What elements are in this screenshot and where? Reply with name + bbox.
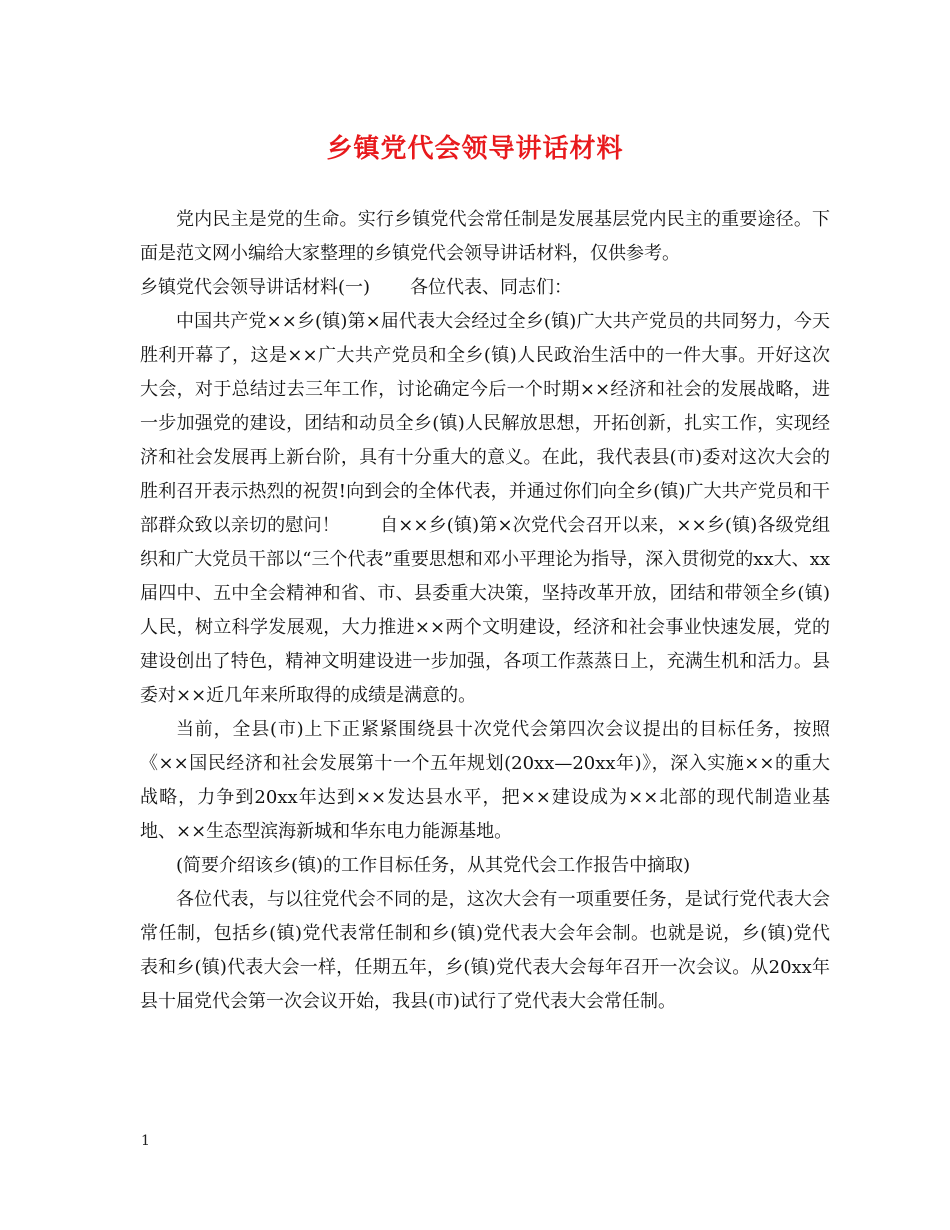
paragraph-1b: 自××乡(镇)第×次党代会召开以来，××乡(镇)各级党组织和广大党员干部以“三个代表”重要思想和邓小平理论为指导，深入贯彻党的xx大、xx届四中、五中全会精神和省、市、县委重大决策，坚持改革开放，团结和带领全乡(镇)人民，树立科学发展观，大力推进××两个文明建设，经济和社会事业快速发展，党的建设创出了特色，精神文明建设进一步加强，各项工作蒸蒸日上，充满生机和活力。县委对××近几年来所取得的成绩是满意的。 xyxy=(140,515,831,706)
subheading-line xyxy=(140,271,830,305)
page-number: 1 xyxy=(141,1133,150,1149)
greeting: 各位代表、同志们： xyxy=(410,277,573,298)
subheading: 乡镇党代会领导讲话材料(一) xyxy=(140,277,371,298)
paragraph-4: 各位代表，与以往党代会不同的是，这次大会有一项重要任务，是试行党代表大会常任制，包括乡(镇)党代表常任制和乡(镇)党代表大会年会制。也就是说，乡(镇)党代表和乡(镇)代表大会一样，任期五年，乡(镇)党代表大会每年召开一次会议。从20xx年县十届党代会第一次会议开始，我县(市)试行了党代表大会常任制。 xyxy=(140,889,830,1012)
paragraph-3: (简要介绍该乡(镇)的工作目标任务，从其党代会工作报告中摘取) xyxy=(176,855,691,876)
document-title: 乡镇党代会领导讲话材料 xyxy=(326,134,624,164)
intro-paragraph: 党内民主是党的生命。实行乡镇党代会常任制是发展基层党内民主的重要途径。下面是范文网小编给大家整理的乡镇党代会领导讲话材料，仅供参考。 xyxy=(140,209,830,264)
document-body xyxy=(140,203,830,1019)
paragraph-1a: 中国共产党××乡(镇)第×届代表大会经过全乡(镇)广大共产党员的共同努力，今天胜利开幕了，这是××广大共产党员和全乡(镇)人民政治生活中的一件大事。开好这次大会，对于总结过去三年工作，讨论确定今后一个时期××经济和社会的发展战略，进一步加强党的建设，团结和动员全乡(镇)人民解放思想，开拓创新，扎实工作，实现经济和社会发展再上新台阶，具有十分重大的意义。在此，我代表县(市)委对这次大会的胜利召开表示热烈的祝贺!向到会的全体代表，并通过你们向全乡(镇)广大共产党员和干部群众致以亲切的慰问！ xyxy=(140,311,830,536)
paragraph-2: 当前，全县(市)上下正紧紧围绕县十次党代会第四次会议提出的目标任务，按照《××国民经济和社会发展第十一个五年规划(20xx—20xx年)》，深入实施××的重大战略，力争到20xx年达到××发达县水平，把××建设成为××北部的现代制造业基地、××生态型滨海新城和华东电力能源基地。 xyxy=(140,719,830,842)
paragraph-1 xyxy=(140,305,830,713)
